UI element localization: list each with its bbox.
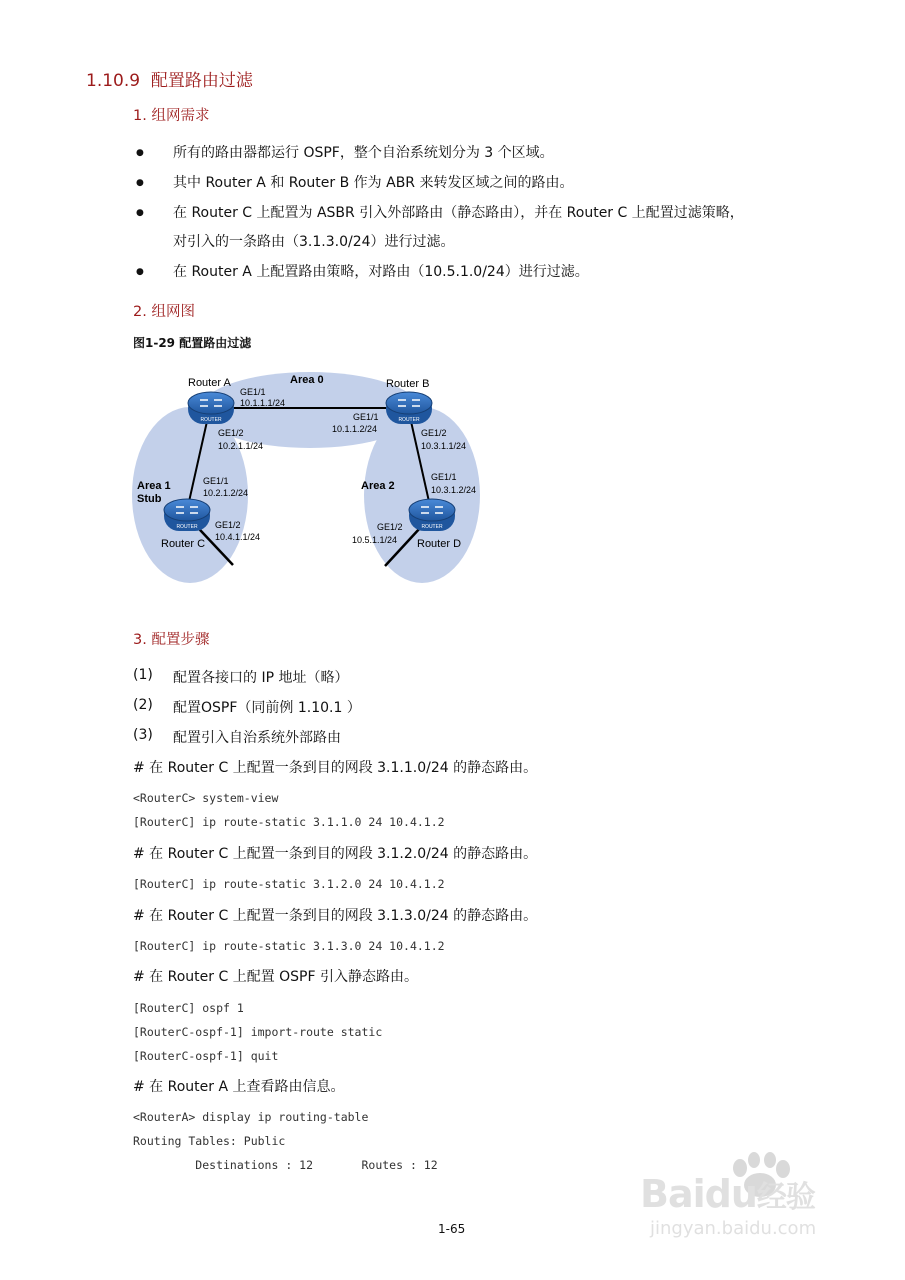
watermark-logo: Baidu经验 <box>640 1172 815 1216</box>
iface-label: 10.3.1.2/24 <box>431 485 477 495</box>
router-a-name: Router A <box>188 377 231 389</box>
bullet-text-continued: 对引入的一条路由（3.1.3.0/24）进行过滤。 <box>173 234 455 250</box>
note-line: # 在 Router C 上配置一条到目的网段 3.1.1.0/24 的静态路由。 <box>133 760 538 776</box>
step-number: (3) <box>133 727 153 743</box>
bullet-dot: ● <box>136 267 144 277</box>
area1-stub-label: Stub <box>137 493 162 505</box>
code-line: <RouterC> system-view <box>133 791 279 805</box>
step-text: 配置各接口的 IP 地址（略） <box>173 670 349 686</box>
section-number: 1.10.9 <box>86 71 141 91</box>
router-d-name: Router D <box>417 538 462 550</box>
area0-label: Area 0 <box>290 374 324 386</box>
subheading-requirements: 1. 组网需求 <box>133 108 210 124</box>
router-label: ROUTER <box>398 417 420 423</box>
code-line: [RouterC-ospf-1] quit <box>133 1049 279 1063</box>
bullet-text: 在 Router A 上配置路由策略，对路由（10.5.1.0/24）进行过滤。 <box>173 264 589 280</box>
router-d-icon <box>409 499 455 531</box>
router-a-icon <box>188 392 234 424</box>
area2-label: Area 2 <box>361 480 395 492</box>
code-line: Destinations : 12 Routes : 12 <box>133 1158 438 1172</box>
iface-label: GE1/2 <box>377 522 403 532</box>
note-line: # 在 Router C 上配置一条到目的网段 3.1.3.0/24 的静态路由。 <box>133 908 538 924</box>
baidu-watermark <box>640 1150 860 1250</box>
router-label: ROUTER <box>200 417 222 423</box>
area1-label: Area 1 <box>137 480 171 492</box>
subheading-diagram: 2. 组网图 <box>133 304 195 320</box>
watermark-url: jingyan.baidu.com <box>650 1218 817 1239</box>
router-c-name: Router C <box>161 538 206 550</box>
code-line: [RouterC] ip route-static 3.1.1.0 24 10.4.1.2 <box>133 815 445 829</box>
code-line: [RouterC] ip route-static 3.1.3.0 24 10.4.1.2 <box>133 939 445 953</box>
iface-label: GE1/1 <box>353 412 379 422</box>
iface-label: GE1/2 <box>218 428 244 438</box>
section-title: 配置路由过滤 <box>150 71 253 91</box>
bullet-dot: ● <box>136 208 144 218</box>
bullet-text: 在 Router C 上配置为 ASBR 引入外部路由（静态路由），并在 Router C 上配置过滤策略， <box>173 205 744 221</box>
iface-label: 10.3.1.1/24 <box>421 441 467 451</box>
iface-label: 10.1.1.1/24 <box>240 398 286 408</box>
code-line: [RouterC] ip route-static 3.1.2.0 24 10.4.1.2 <box>133 877 445 891</box>
iface-label: 10.4.1.1/24 <box>215 532 261 542</box>
code-line: <RouterA> display ip routing-table <box>133 1110 369 1124</box>
code-line: Routing Tables: Public <box>133 1134 286 1148</box>
note-line: # 在 Router C 上配置 OSPF 引入静态路由。 <box>133 969 419 985</box>
iface-label: GE1/1 <box>203 476 229 486</box>
note-line: # 在 Router A 上查看路由信息。 <box>133 1079 345 1095</box>
figure-caption: 图1-29 配置路由过滤 <box>133 336 252 350</box>
iface-label: 10.2.1.2/24 <box>203 488 249 498</box>
router-b-icon <box>386 392 432 424</box>
iface-label: 10.2.1.1/24 <box>218 441 264 451</box>
note-line: # 在 Router C 上配置一条到目的网段 3.1.2.0/24 的静态路由。 <box>133 846 538 862</box>
step-text: 配置OSPF（同前例 1.10.1 ） <box>173 700 361 716</box>
bullet-text: 所有的路由器都运行 OSPF，整个自治系统划分为 3 个区域。 <box>173 145 554 161</box>
iface-label: 10.1.1.2/24 <box>332 424 378 434</box>
iface-label: GE1/1 <box>431 472 457 482</box>
code-line: [RouterC-ospf-1] import-route static <box>133 1025 383 1039</box>
code-line: [RouterC] ospf 1 <box>133 1001 244 1015</box>
iface-label: GE1/2 <box>421 428 447 438</box>
page-number: 1-65 <box>438 1222 466 1236</box>
step-number: (1) <box>133 667 153 683</box>
step-number: (2) <box>133 697 153 713</box>
bullet-dot: ● <box>136 148 144 158</box>
router-label: ROUTER <box>421 524 443 530</box>
step-text: 配置引入自治系统外部路由 <box>173 730 341 746</box>
router-b-name: Router B <box>386 378 430 390</box>
iface-label: 10.5.1.1/24 <box>352 535 398 545</box>
bullet-text: 其中 Router A 和 Router B 作为 ABR 来转发区域之间的路由。 <box>173 175 574 191</box>
router-c-icon <box>164 499 210 531</box>
bullet-dot: ● <box>136 178 144 188</box>
iface-label: GE1/2 <box>215 520 241 530</box>
router-label: ROUTER <box>176 524 198 530</box>
iface-label: GE1/1 <box>240 387 266 397</box>
subheading-steps: 3. 配置步骤 <box>133 632 210 648</box>
